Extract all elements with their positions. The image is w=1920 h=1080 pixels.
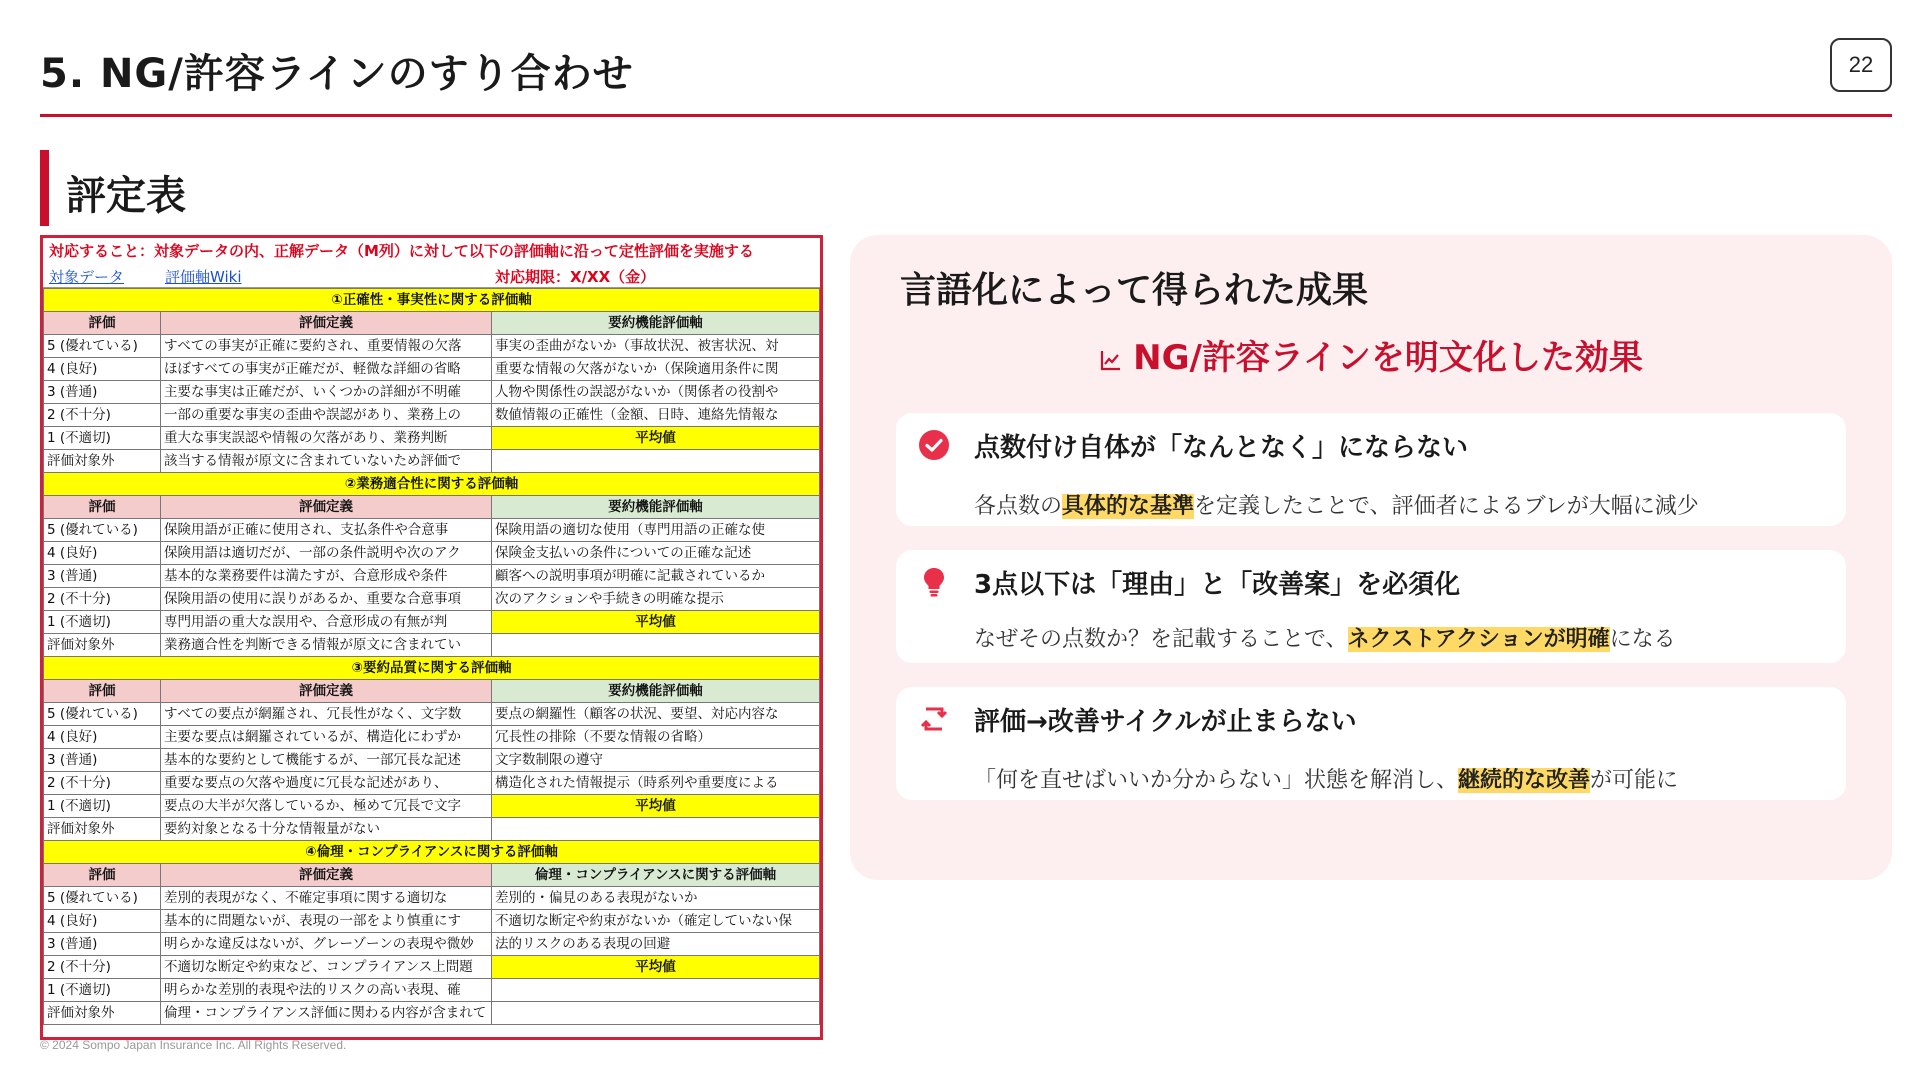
section-title: 評定表: [66, 173, 186, 219]
card-body-text: 「何を直せばいいか分からない」状態を解消し、: [974, 768, 1459, 793]
axis-cell: [492, 818, 820, 841]
rating-cell: 2 (不十分): [44, 404, 161, 427]
axis-cell: 次のアクションや手続きの明確な提示: [492, 588, 820, 611]
table-row: [44, 427, 820, 450]
section-accent-bar: [40, 150, 49, 226]
evaluation-table: [43, 288, 820, 1025]
deadline-text: 対応期限：X/XX（金）: [495, 268, 656, 286]
definition-cell: 一部の重要な事実の歪曲や誤認があり、業務上の: [161, 404, 492, 427]
line-chart-icon: [1099, 348, 1123, 372]
header-cell-axis: 倫理・コンプライアンスに関する評価軸: [492, 864, 820, 887]
card-body: [974, 622, 1676, 653]
results-subtitle: [850, 330, 1892, 379]
axis-cell: 法的リスクのある表現の回避: [492, 933, 820, 956]
axis-cell: 構造化された情報提示（時系列や重要度による: [492, 772, 820, 795]
rating-cell: 3 (普通): [44, 381, 161, 404]
table-row: [44, 910, 820, 933]
result-card-2: [896, 550, 1846, 663]
axis-cell: 顧客への説明事項が明確に記載されているか: [492, 565, 820, 588]
card-body-text: になる: [1609, 627, 1676, 652]
rating-cell: 2 (不十分): [44, 956, 161, 979]
results-subtitle-text: NG/許容ラインを明文化した効果: [1133, 338, 1643, 378]
card-highlight: ネクストアクションが明確: [1347, 627, 1610, 652]
definition-cell: 差別的表現がなく、不確定事項に関する適切な: [161, 887, 492, 910]
axis-cell: [492, 979, 820, 1002]
page-title: 5. NG/許容ラインのすり合わせ: [40, 51, 634, 97]
column-header-row: [44, 496, 820, 519]
card-highlight: 具体的な基準: [1062, 494, 1195, 519]
column-header-row: [44, 680, 820, 703]
rating-cell: 4 (良好): [44, 542, 161, 565]
definition-cell: 基本的に問題ないが、表現の一部をより慎重にす: [161, 910, 492, 933]
rating-cell: 5 (優れている): [44, 887, 161, 910]
target-data-link[interactable]: 対象データ: [49, 268, 125, 286]
table-row: [44, 1002, 820, 1025]
header-cell-axis: 要約機能評価軸: [492, 496, 820, 519]
results-panel: [850, 235, 1892, 880]
table-row: [44, 634, 820, 657]
rating-cell: 5 (優れている): [44, 703, 161, 726]
rating-cell: 3 (普通): [44, 565, 161, 588]
rating-cell: 評価対象外: [44, 450, 161, 473]
result-card-1: [896, 413, 1846, 526]
definition-cell: 保険用語が正確に使用され、支払条件や合意事: [161, 519, 492, 542]
axis-cell: 数値情報の正確性（金額、日時、連絡先情報な: [492, 404, 820, 427]
rating-cell: 5 (優れている): [44, 335, 161, 358]
card-body-text: を定義したことで、評価者によるブレが大幅に減少: [1194, 494, 1699, 519]
copyright-footer: © 2024 Sompo Japan Insurance Inc. All Rights Reserved.: [40, 1038, 347, 1052]
table-row: [44, 887, 820, 910]
axis-cell: 冗長性の排除（不要な情報の省略）: [492, 726, 820, 749]
evaluation-sheet: [40, 235, 823, 1040]
axis-cell: 要点の網羅性（顧客の状況、要望、対応内容な: [492, 703, 820, 726]
lightbulb-icon: [918, 566, 950, 598]
axis-cell: 重要な情報の欠落がないか（保険適用条件に関: [492, 358, 820, 381]
definition-cell: 要点の大半が欠落しているか、極めて冗長で文字: [161, 795, 492, 818]
header-cell-definition: 評価定義: [161, 496, 492, 519]
header-cell-rating: 評価: [44, 496, 161, 519]
rating-cell: 2 (不十分): [44, 588, 161, 611]
rating-cell: 5 (優れている): [44, 519, 161, 542]
rating-cell: 1 (不適切): [44, 979, 161, 1002]
section-header-row: [44, 657, 820, 680]
table-row: [44, 542, 820, 565]
rating-cell: 1 (不適切): [44, 611, 161, 634]
average-cell: 平均値: [492, 795, 820, 818]
column-header-row: [44, 864, 820, 887]
header-cell-rating: 評価: [44, 680, 161, 703]
definition-cell: 主要な要点は網羅されているが、構造化にわずか: [161, 726, 492, 749]
definition-cell: 重要な要点の欠落や過度に冗長な記述があり、: [161, 772, 492, 795]
section-title-cell: ④倫理・コンプライアンスに関する評価軸: [44, 841, 820, 864]
rating-cell: 2 (不十分): [44, 772, 161, 795]
table-row: [44, 611, 820, 634]
card-body: [974, 763, 1678, 794]
axis-cell: 事実の歪曲がないか（事故状況、被害状況、対: [492, 335, 820, 358]
results-title: 言語化によって得られた成果: [900, 270, 1369, 311]
table-row: [44, 749, 820, 772]
axis-cell: 保険用語の適切な使用（専門用語の正確な使: [492, 519, 820, 542]
header-cell-axis: 要約機能評価軸: [492, 680, 820, 703]
definition-cell: 該当する情報が原文に含まれていないため評価で: [161, 450, 492, 473]
header-cell-rating: 評価: [44, 312, 161, 335]
definition-cell: すべての事実が正確に要約され、重要情報の欠落: [161, 335, 492, 358]
table-row: [44, 956, 820, 979]
rating-cell: 1 (不適切): [44, 427, 161, 450]
definition-cell: 専門用語の重大な誤用や、合意形成の有無が判: [161, 611, 492, 634]
table-row: [44, 381, 820, 404]
header-cell-definition: 評価定義: [161, 312, 492, 335]
card-title: 評価→改善サイクルが止まらない: [974, 707, 1357, 737]
table-row: [44, 450, 820, 473]
refresh-cycle-icon: [918, 703, 950, 735]
section-title-cell: ①正確性・事実性に関する評価軸: [44, 289, 820, 312]
section-title-cell: ③要約品質に関する評価軸: [44, 657, 820, 680]
definition-cell: 業務適合性を判断できる情報が原文に含まれてい: [161, 634, 492, 657]
table-row: [44, 358, 820, 381]
table-row: [44, 519, 820, 542]
evaluation-wiki-link[interactable]: 評価軸Wiki: [165, 268, 242, 286]
table-row: [44, 795, 820, 818]
axis-cell: [492, 450, 820, 473]
page-number: 22: [1830, 38, 1892, 92]
rating-cell: 4 (良好): [44, 726, 161, 749]
card-title: 点数付け自体が「なんとなく」にならない: [974, 433, 1469, 463]
card-highlight: 継続的な改善: [1458, 768, 1591, 793]
table-row: [44, 979, 820, 1002]
definition-cell: 要約対象となる十分な情報量がない: [161, 818, 492, 841]
definition-cell: 明らかな差別的表現や法的リスクの高い表現、確: [161, 979, 492, 1002]
rating-cell: 評価対象外: [44, 818, 161, 841]
column-header-row: [44, 312, 820, 335]
definition-cell: 保険用語は適切だが、一部の条件説明や次のアク: [161, 542, 492, 565]
table-row: [44, 726, 820, 749]
rating-cell: 3 (普通): [44, 933, 161, 956]
table-row: [44, 335, 820, 358]
definition-cell: 不適切な断定や約束など、コンプライアンス上問題: [161, 956, 492, 979]
rating-cell: 4 (良好): [44, 358, 161, 381]
rating-cell: 評価対象外: [44, 1002, 161, 1025]
average-cell: 平均値: [492, 956, 820, 979]
section-title-cell: ②業務適合性に関する評価軸: [44, 473, 820, 496]
average-cell: 平均値: [492, 611, 820, 634]
table-row: [44, 933, 820, 956]
rating-cell: 3 (普通): [44, 749, 161, 772]
table-row: [44, 588, 820, 611]
section-header-row: [44, 289, 820, 312]
axis-cell: 保険金支払いの条件についての正確な記述: [492, 542, 820, 565]
header-cell-definition: 評価定義: [161, 864, 492, 887]
sheet-instruction: 対応すること：対象データの内、正解データ（M列）に対して以下の評価軸に沿って定性評価を実施する: [49, 242, 754, 260]
table-row: [44, 565, 820, 588]
result-card-3: [896, 687, 1846, 800]
card-body-text: 各点数の: [974, 494, 1063, 519]
check-circle-icon: [918, 429, 950, 461]
axis-cell: 差別的・偏見のある表現がないか: [492, 887, 820, 910]
definition-cell: すべての要点が網羅され、冗長性がなく、文字数: [161, 703, 492, 726]
rating-cell: 評価対象外: [44, 634, 161, 657]
card-body-text: なぜその点数か？を記載することで、: [974, 627, 1348, 652]
axis-cell: 文字数制限の遵守: [492, 749, 820, 772]
axis-cell: [492, 634, 820, 657]
axis-cell: 人物や関係性の誤認がないか（関係者の役割や: [492, 381, 820, 404]
table-row: [44, 404, 820, 427]
rating-cell: 1 (不適切): [44, 795, 161, 818]
average-cell: 平均値: [492, 427, 820, 450]
definition-cell: 倫理・コンプライアンス評価に関わる内容が含まれて: [161, 1002, 492, 1025]
definition-cell: 主要な事実は正確だが、いくつかの詳細が不明確: [161, 381, 492, 404]
rating-cell: 4 (良好): [44, 910, 161, 933]
definition-cell: 基本的な要約として機能するが、一部冗長な記述: [161, 749, 492, 772]
table-row: [44, 772, 820, 795]
table-row: [44, 818, 820, 841]
card-title: 3点以下は「理由」と「改善案」を必須化: [974, 570, 1461, 600]
axis-cell: 不適切な断定や約束がないか（確定していない保: [492, 910, 820, 933]
header-cell-axis: 要約機能評価軸: [492, 312, 820, 335]
section-header-row: [44, 841, 820, 864]
axis-cell: [492, 1002, 820, 1025]
header-cell-definition: 評価定義: [161, 680, 492, 703]
card-body: [974, 489, 1699, 520]
card-body-text: が可能に: [1590, 768, 1679, 793]
table-row: [44, 703, 820, 726]
definition-cell: 重大な事実誤認や情報の欠落があり、業務判断: [161, 427, 492, 450]
header-divider: [40, 114, 1892, 117]
header-cell-rating: 評価: [44, 864, 161, 887]
section-header-row: [44, 473, 820, 496]
sheet-header: [43, 238, 820, 288]
definition-cell: 保険用語の使用に誤りがあるか、重要な合意事項: [161, 588, 492, 611]
definition-cell: ほぼすべての事実が正確だが、軽微な詳細の省略: [161, 358, 492, 381]
definition-cell: 基本的な業務要件は満たすが、合意形成や条件: [161, 565, 492, 588]
definition-cell: 明らかな違反はないが、グレーゾーンの表現や微妙: [161, 933, 492, 956]
